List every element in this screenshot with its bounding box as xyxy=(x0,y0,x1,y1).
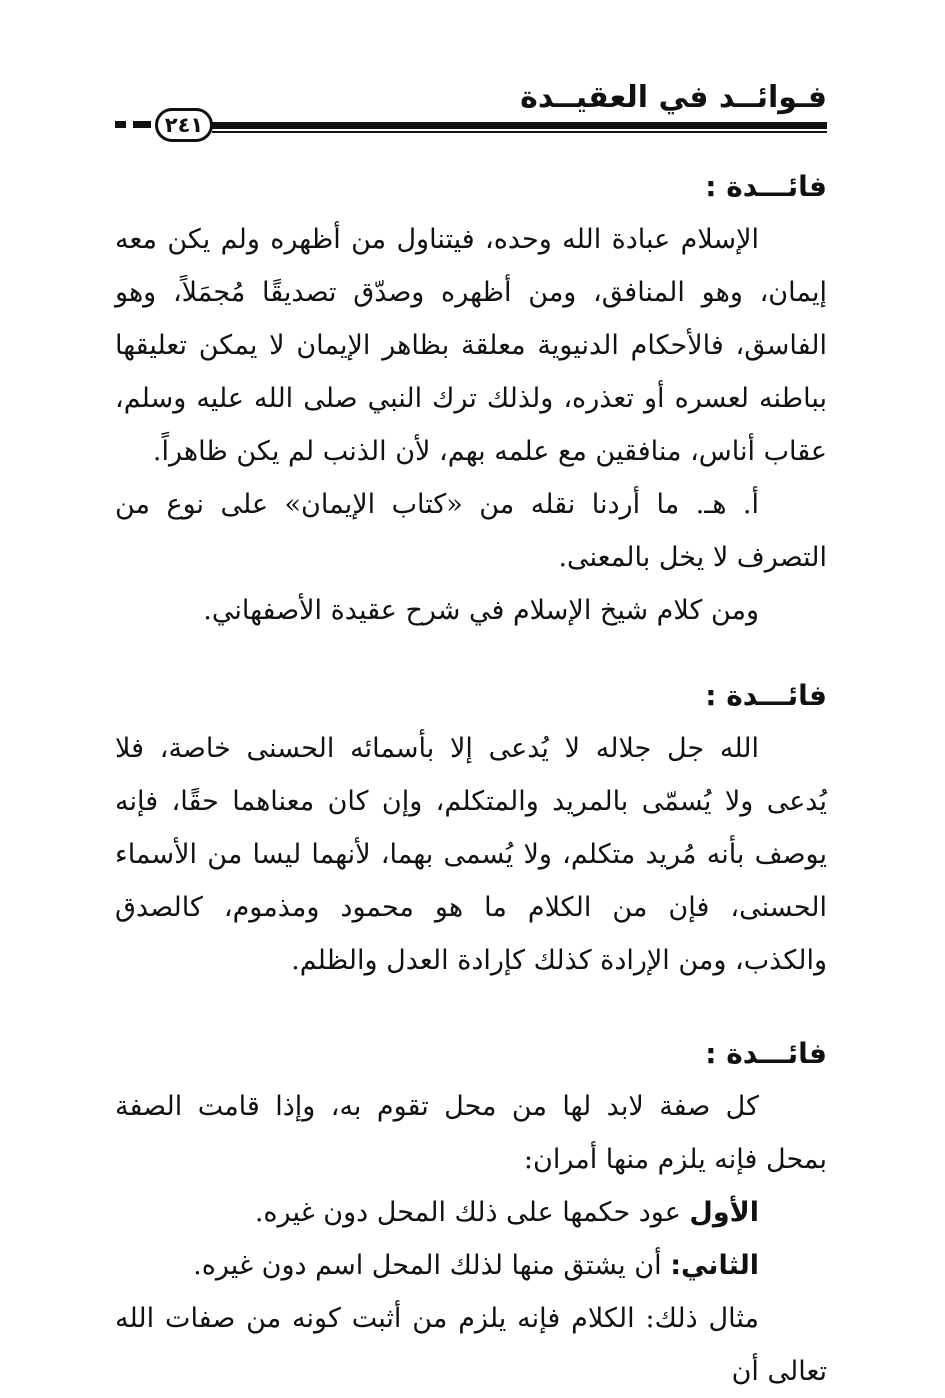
paragraph: مثال ذلك: الكلام فإنه يلزم من أثبت كونه من صفات الله تعالى أن xyxy=(115,1303,827,1387)
list-item xyxy=(115,1239,827,1292)
section-3 xyxy=(115,1027,827,1398)
section-gap xyxy=(115,987,827,1027)
paragraph: ومن كلام شيخ الإسلام في شرح عقيدة الأصفهاني. xyxy=(203,595,759,626)
page-header xyxy=(115,72,827,142)
item-text: عود حكمها على ذلك المحل دون غيره. xyxy=(254,1197,690,1228)
paragraph: الإسلام عبادة الله وحده، فيتناول من أظهره ولم يكن معه إيمان، وهو المنافق، ومن أظهره وصدّق تصديقًا مُجمَلاً، وهو الفاسق، فالأحكام الدنيوية معلقة بظاهر الإيمان لا يمكن تعليقها بباطنه لعسره أو تعذره، ولذلك ترك النبي صلى الله عليه وسلم، عقاب أناس، منافقين مع علمه بهم، لأن الذنب لم يكن ظاهراً. xyxy=(115,224,827,467)
header-dash-small xyxy=(115,121,126,128)
item-text: أن يشتق منها لذلك المحل اسم دون غيره. xyxy=(193,1250,671,1281)
item-label: الثاني: xyxy=(670,1250,759,1281)
section-gap xyxy=(115,637,827,669)
section-heading: فائـــدة : xyxy=(705,679,827,712)
header-rule-thin xyxy=(212,131,827,133)
header-rule xyxy=(212,122,827,129)
page-number: ٢٤١ xyxy=(155,108,213,142)
book-title: فـوائــد في العقيــدة xyxy=(520,80,827,115)
item-label: الأول xyxy=(689,1197,759,1228)
section-heading: فائـــدة : xyxy=(705,170,827,203)
paragraph: كل صفة لابد لها من محل تقوم به، وإذا قامت الصفة بمحل فإنه يلزم منها أمران: xyxy=(115,1091,827,1175)
section-1 xyxy=(115,160,827,637)
section-heading: فائـــدة : xyxy=(705,1037,827,1070)
paragraph: أ. هـ. ما أردنا نقله من «كتاب الإيمان» على نوع من التصرف لا يخل بالمعنى. xyxy=(115,489,827,573)
page-content xyxy=(115,160,827,1398)
header-dash xyxy=(133,121,151,128)
list-item xyxy=(115,1186,827,1239)
paragraph: الله جل جلاله لا يُدعى إلا بأسمائه الحسنى خاصة، فلا يُدعى ولا يُسمّى بالمريد والمتكلم، وإن كان معناهما حقًا، فإنه يوصف بأنه مُريد متكلم، ولا يُسمى بهما، لأنهما ليسا من الأسماء الحسنى، فإن من الكلام ما هو محمود ومذموم، كالصدق والكذب، ومن الإرادة كذلك كإرادة العدل والظلم. xyxy=(115,733,827,976)
section-2 xyxy=(115,669,827,987)
